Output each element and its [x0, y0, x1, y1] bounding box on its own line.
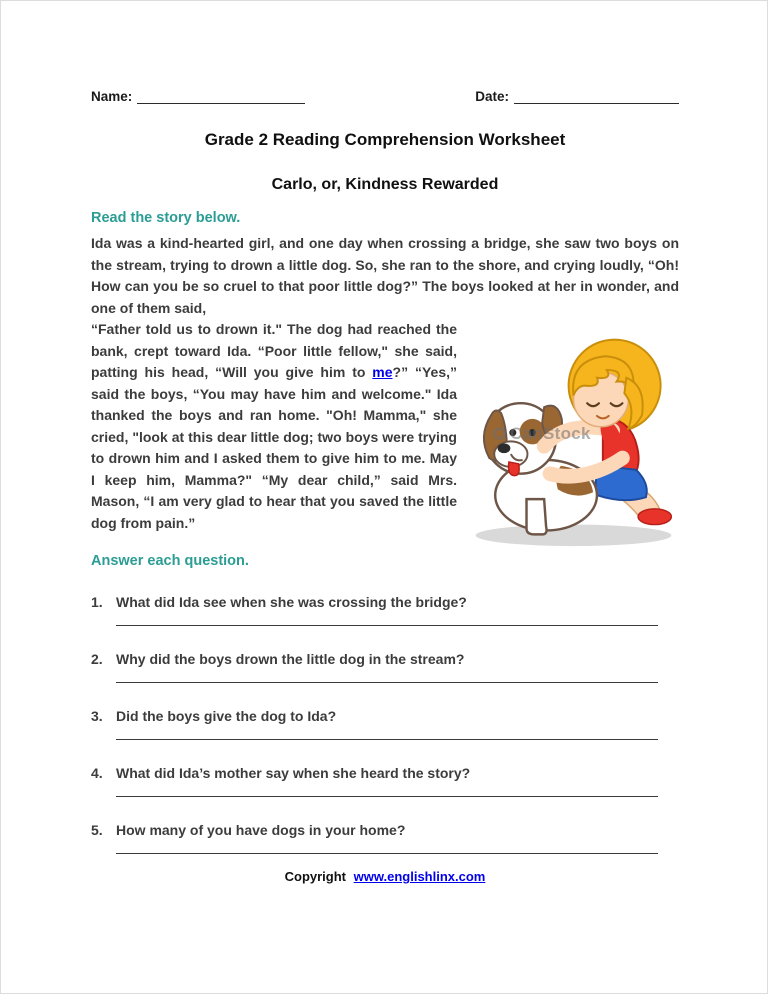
date-blank-line	[514, 90, 679, 104]
question-text: Why did the boys drown the little dog in the stream?	[116, 651, 465, 667]
question-number: 2.	[91, 651, 103, 667]
read-story-instruction: Read the story below.	[91, 210, 241, 226]
answer-line-3	[116, 739, 658, 740]
story-paragraph-2	[91, 319, 679, 534]
story-title: Carlo, or, Kindness Rewarded	[271, 176, 499, 193]
date-field	[475, 89, 679, 104]
answer-line-4	[116, 796, 658, 797]
question-text: What did Ida see when she was crossing the bridge?	[116, 594, 467, 610]
answer-line-1	[116, 625, 658, 626]
question-number: 1.	[91, 594, 103, 610]
englishlinx-link[interactable]: www.englishlinx.com	[353, 869, 486, 884]
name-label: Name:	[91, 89, 133, 104]
story-text-after-link: ?” “Yes,” said the boys, “You may have him and welcome." Ida thanked the boys and ran home. "Oh! Mamma," she cried, "look at this dear little dog; two boys were trying to drown him and I asked them to give him to me. May I keep him, Mamma?" “My dear child,” said Mrs. Mason, “I am very glad to hear that you saved the little dog from pain.”	[91, 364, 457, 531]
story-text-before-link: “Father told us to drown it." The dog had reached the bank, crept toward Ida. “Poor little fellow," she said, patting his head, “Will you give him to	[91, 321, 457, 380]
header-row	[91, 89, 679, 104]
answer-line-2	[116, 682, 658, 683]
answer-line-5	[116, 853, 658, 854]
copyright-footer	[91, 869, 679, 884]
question-4	[91, 763, 679, 783]
question-number: 4.	[91, 765, 103, 781]
question-text: What did Ida’s mother say when she heard the story?	[116, 765, 471, 781]
answer-questions-instruction: Answer each question.	[91, 553, 249, 569]
question-text: How many of you have dogs in your home?	[116, 822, 406, 838]
worksheet-content	[91, 89, 679, 884]
question-1	[91, 592, 679, 612]
story-text	[91, 233, 679, 534]
date-label: Date:	[475, 89, 509, 104]
me-link[interactable]: me	[372, 364, 393, 380]
copyright-label: Copyright	[284, 869, 347, 884]
girl-hugging-dog-illustration	[467, 321, 679, 551]
question-3	[91, 706, 679, 726]
story-paragraph-1: Ida was a kind-hearted girl, and one day when crossing a bridge, she saw two boys on the stream, trying to drown a little dog. So, she ran to the shore, and crying loudly, “Oh! How can you be so cruel to that poor little dog?” The boys looked at her in wonder, and one of them said,	[91, 235, 679, 316]
watermark-text: CanStock	[510, 424, 591, 443]
worksheet-title: Grade 2 Reading Comprehension Worksheet	[204, 130, 566, 149]
question-number: 5.	[91, 822, 103, 838]
girl-and-dog-drawing	[467, 321, 679, 551]
questions-section	[91, 553, 679, 854]
question-text: Did the boys give the dog to Ida?	[116, 708, 337, 724]
name-field	[91, 89, 305, 104]
question-number: 3.	[91, 708, 103, 724]
name-blank-line	[137, 90, 305, 104]
question-2	[91, 649, 679, 669]
question-5	[91, 820, 679, 840]
